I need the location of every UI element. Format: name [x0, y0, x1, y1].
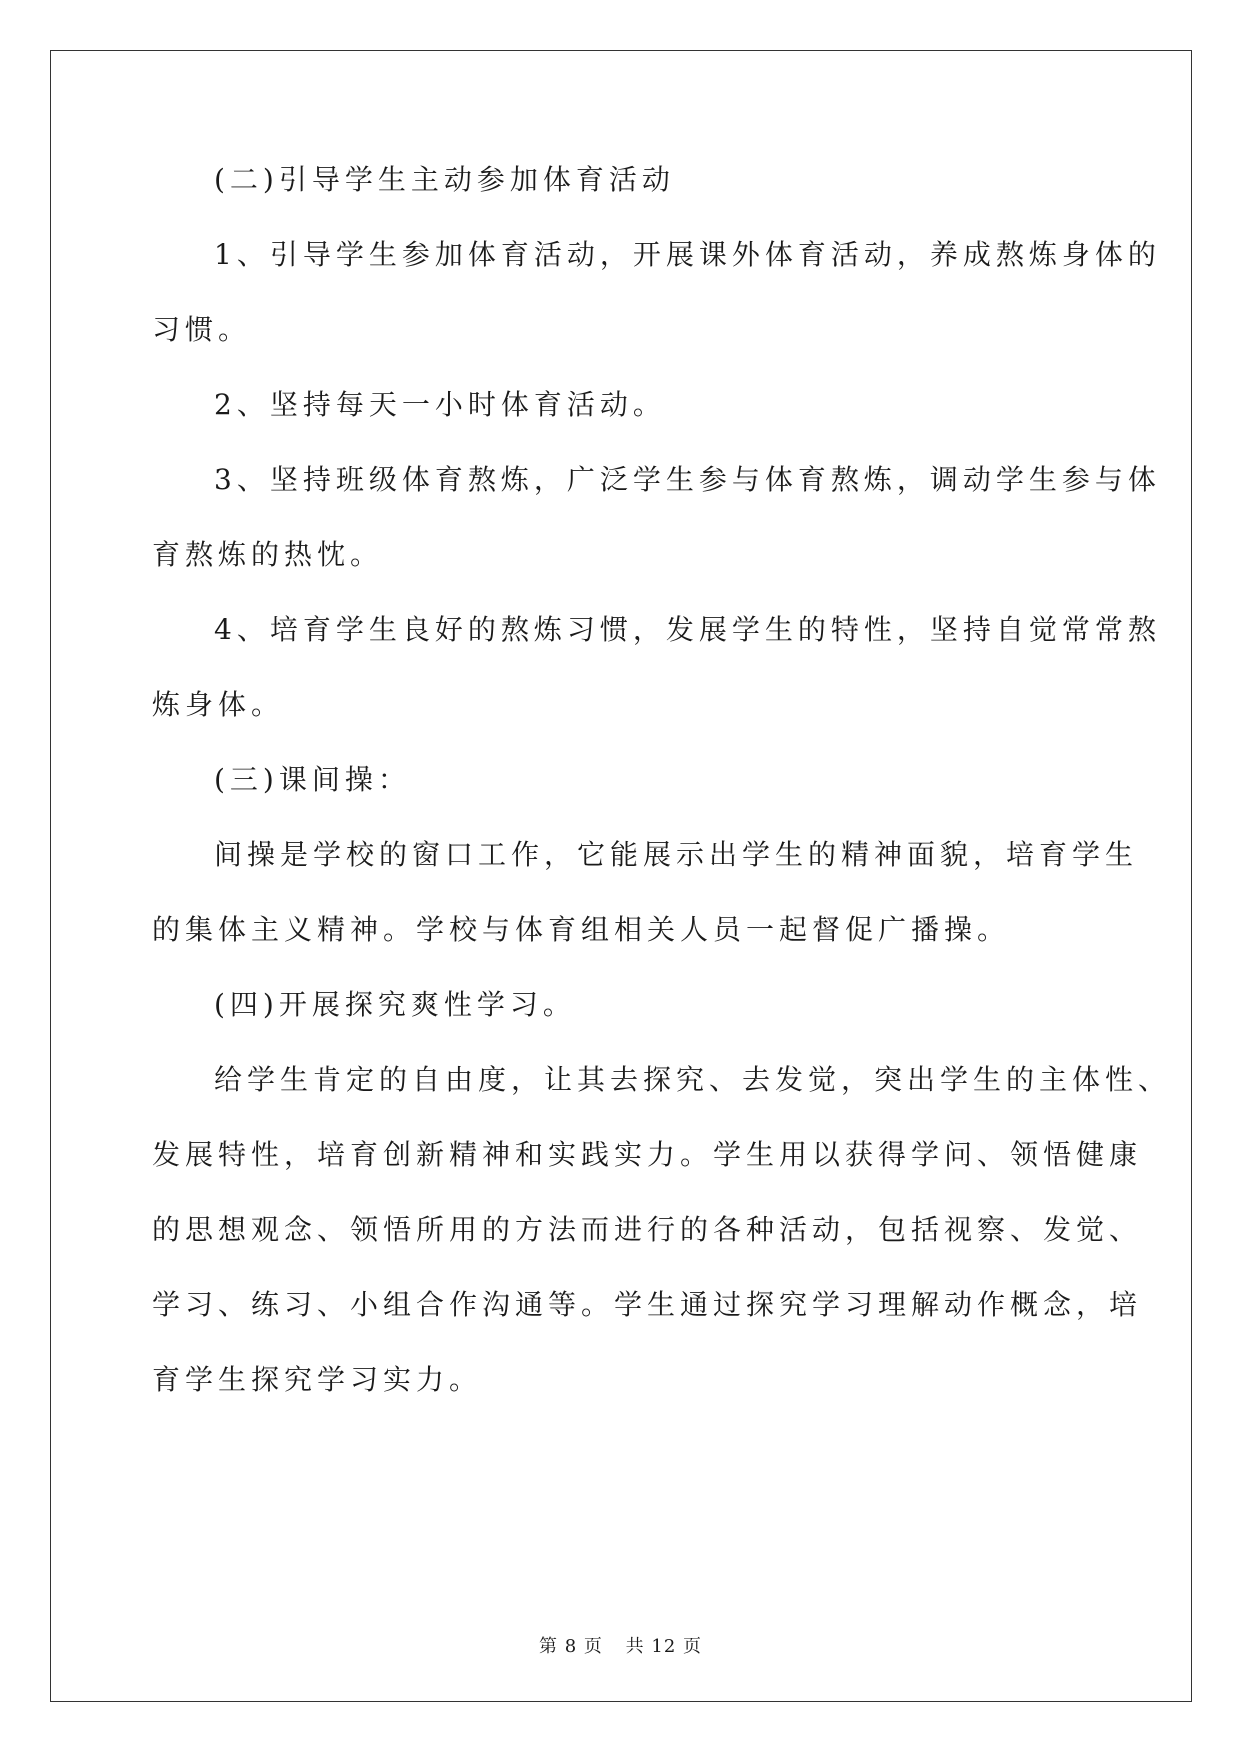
paragraph-line: 育学生探究学习实力。	[152, 1363, 483, 1396]
paragraph-heading-2: (二)引导学生主动参加体育活动	[214, 163, 675, 196]
paragraph-line: 发展特性，培育创新精神和实践实力。学生用以获得学问、领悟健康	[152, 1138, 1143, 1171]
paragraph-line: 炼身体。	[152, 688, 285, 721]
paragraph-line: 学习、练习、小组合作沟通等。学生通过探究学习理解动作概念，培	[152, 1288, 1143, 1321]
paragraph-line: 育熬炼的热忱。	[152, 538, 384, 571]
paragraph-line: 间操是学校的窗口工作，它能展示出学生的精神面貌，培育学生	[214, 838, 1139, 871]
paragraph-line: 的思想观念、领悟所用的方法而进行的各种活动，包括视察、发觉、	[152, 1213, 1143, 1246]
paragraph-line: 给学生肯定的自由度，让其去探究、去发觉，突出学生的主体性、	[214, 1063, 1172, 1096]
paragraph-heading-4: (四)开展探究爽性学习。	[214, 988, 576, 1021]
page-total: 共 12 页	[625, 1636, 702, 1657]
paragraph-line: 1、引导学生参加体育活动，开展课外体育活动，养成熬炼身体的	[214, 238, 1161, 271]
paragraph-line: 3、坚持班级体育熬炼，广泛学生参与体育熬炼，调动学生参与体	[214, 463, 1161, 496]
page-footer	[0, 1632, 1241, 1658]
paragraph-line: 2、坚持每天一小时体育活动。	[214, 388, 666, 421]
page-border	[50, 50, 1192, 1702]
page-number: 第 8 页	[539, 1636, 603, 1657]
paragraph-line: 4、培育学生良好的熬炼习惯，发展学生的特性，坚持自觉常常熬	[214, 613, 1161, 646]
paragraph-line: 的集体主义精神。学校与体育组相关人员一起督促广播操。	[152, 913, 1011, 946]
paragraph-line: 习惯。	[152, 313, 252, 346]
paragraph-heading-3: (三)课间操：	[214, 763, 411, 796]
